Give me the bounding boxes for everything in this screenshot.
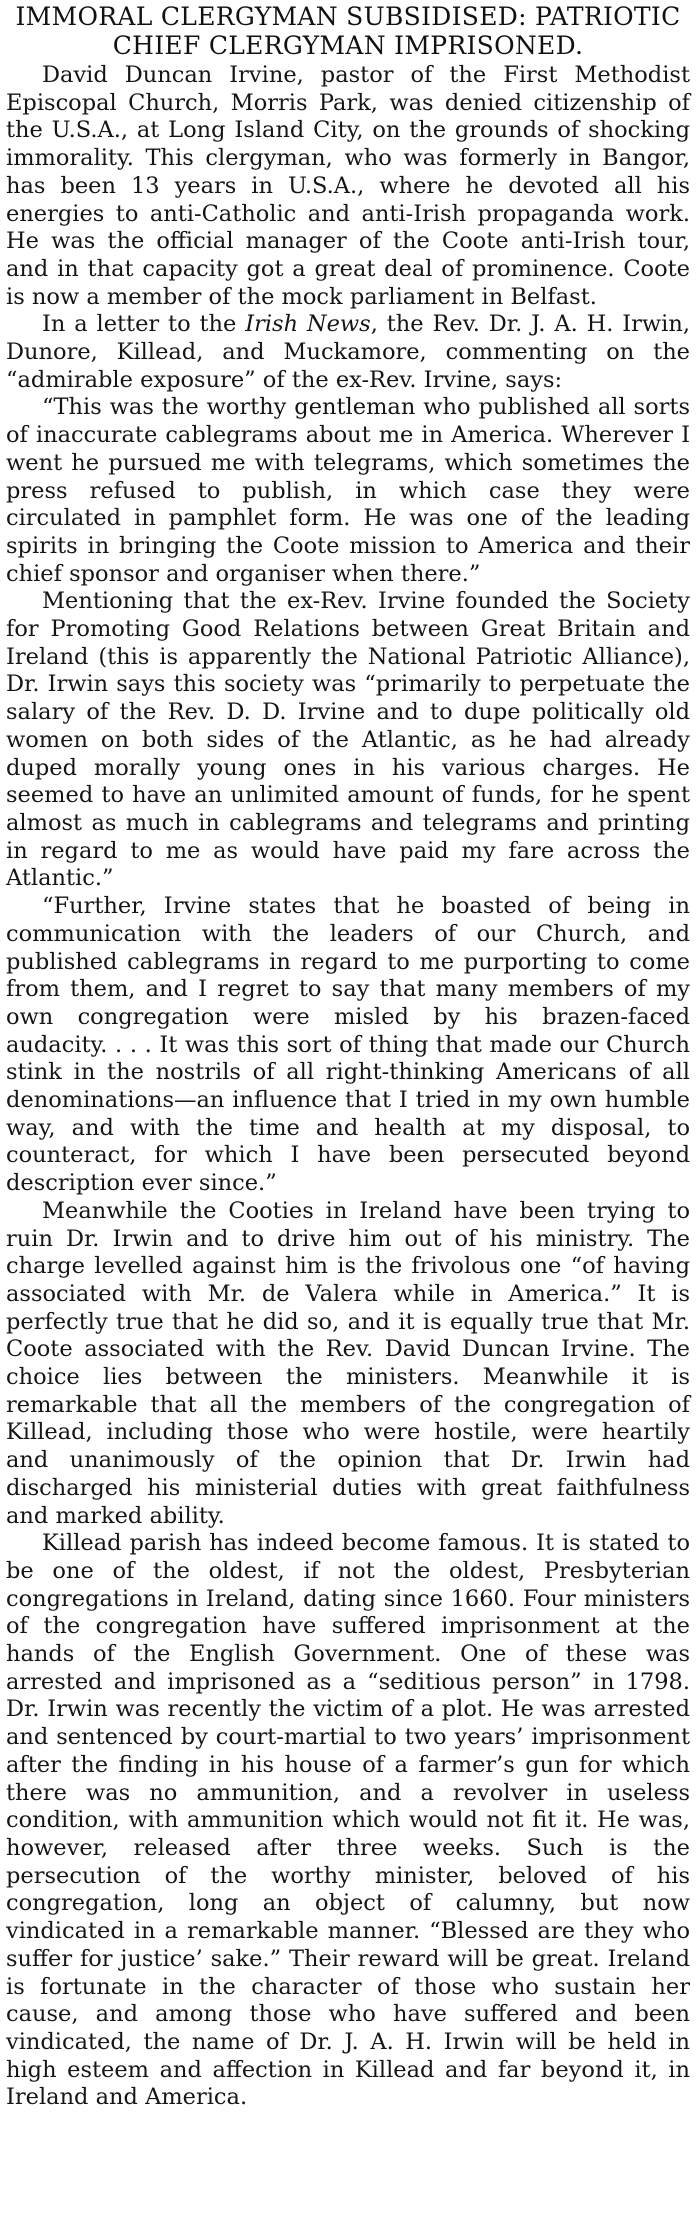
paragraph-3: “This was the worthy gentleman who published all sorts of inaccurate cablegrams about me in America. Wherever I went he pursued me with telegrams, which sometimes the press refused to publish, in which case they were circulated in pamphlet form. He was one of the leading spirits in bringing the Coote mission to America and their chief sponsor and organiser when there.” — [6, 394, 690, 587]
paragraph-7: Killead parish has indeed become famous. It is stated to be one of the oldest, if not the oldest, Presbyterian congregations in Ireland, dating since 1660. Four ministers of the congregation have suffered imprisonment at the hands of the English Government. One of these was arrested and imprisoned as a “seditious person” in 1798. Dr. Irwin was recently the victim of a plot. He was arrested and sentenced by court-martial to two years’ imprisonment after the finding in his house of a farmer’s gun for which there was no ammunition, and a revolver in useless condition, with ammunition which would not fit it. He was, however, released after three weeks. Such is the persecution of the worthy minister, beloved of his congregation, long an object of calumny, but now vindicated in a remarkable manner. “Blessed are they who suffer for justice’ sake.” Their reward will be great. Ireland is fortunate in the character of those who sustain her cause, and among those who have suffered and been vindicated, the name of Dr. J. A. H. Irwin will be held in high esteem and affection in Killead and far beyond it, in Ireland and America. — [6, 1530, 690, 2111]
paragraph-5: “Further, Irvine states that he boasted of being in communication with the leaders of our Church, and published cablegrams in regard to me purporting to come from them, and I regret to say that many members of my own congregation were misled by his brazen-faced audacity. . . . It was this sort of thing that made our Church stink in the nostrils of all right-thinking Americans of all denominations—an influence that I tried in my own humble way, and with the time and health at my disposal, to counteract, for which I have been persecuted beyond description ever since.” — [6, 893, 690, 1197]
newspaper-name: Irish News — [245, 311, 371, 338]
paragraph-2 — [6, 311, 690, 394]
paragraph-6: Meanwhile the Cooties in Ireland have been trying to ruin Dr. Irwin and to drive him out of his ministry. The charge levelled against him is the frivolous one “of having associated with Mr. de Valera while in America.” It is perfectly true that he did so, and it is equally true that Mr. Coote associated with the Rev. David Duncan Irvine. The choice lies between the ministers. Meanwhile it is remarkable that all the members of the congregation of Killead, including those who were hostile, were heartily and unanimously of the opinion that Dr. Irwin had discharged his ministerial duties with great faithfulness and marked ability. — [6, 1197, 690, 1529]
headline-line-1: IMMORAL CLERGYMAN SUBSIDISED: PATRIOTIC — [15, 2, 681, 31]
article-headline — [6, 2, 690, 60]
headline-line-2: CHIEF CLERGYMAN IMPRISONED. — [112, 31, 584, 60]
paragraph-1: David Duncan Irvine, pastor of the First Methodist Episcopal Church, Morris Park, was denied citizenship of the U.S.A., at Long Island City, on the grounds of shocking immorality. This clergyman, who was formerly in Bangor, has been 13 years in U.S.A., where he devoted all his energies to anti-Catholic and anti-Irish propaganda work. He was the official manager of the Coote anti-Irish tour, and in that capacity got a great deal of prominence. Coote is now a member of the mock parliament in Belfast. — [6, 62, 690, 310]
paragraph-4: Mentioning that the ex-Rev. Irvine founded the Society for Promoting Good Relations between Great Britain and Ireland (this is apparently the National Patriotic Alliance), Dr. Irwin says this society was “primarily to perpetuate the salary of the Rev. D. D. Irvine and to dupe politically old women on both sides of the Atlantic, as he had already duped morally young ones in his various charges. He seemed to have an unlimited amount of funds, for he spent almost as much in cablegrams and telegrams and printing in regard to me as would have paid my fare across the Atlantic.” — [6, 588, 690, 892]
paragraph-2-before: In a letter to the — [42, 311, 246, 338]
paragraph-2-after: , the Rev. Dr. J. A. H. Irwin, Dunore, Killead, and Muckamore, commenting on the “admirable exposure” of the ex-Rev. Irvine, says: — [6, 311, 690, 393]
